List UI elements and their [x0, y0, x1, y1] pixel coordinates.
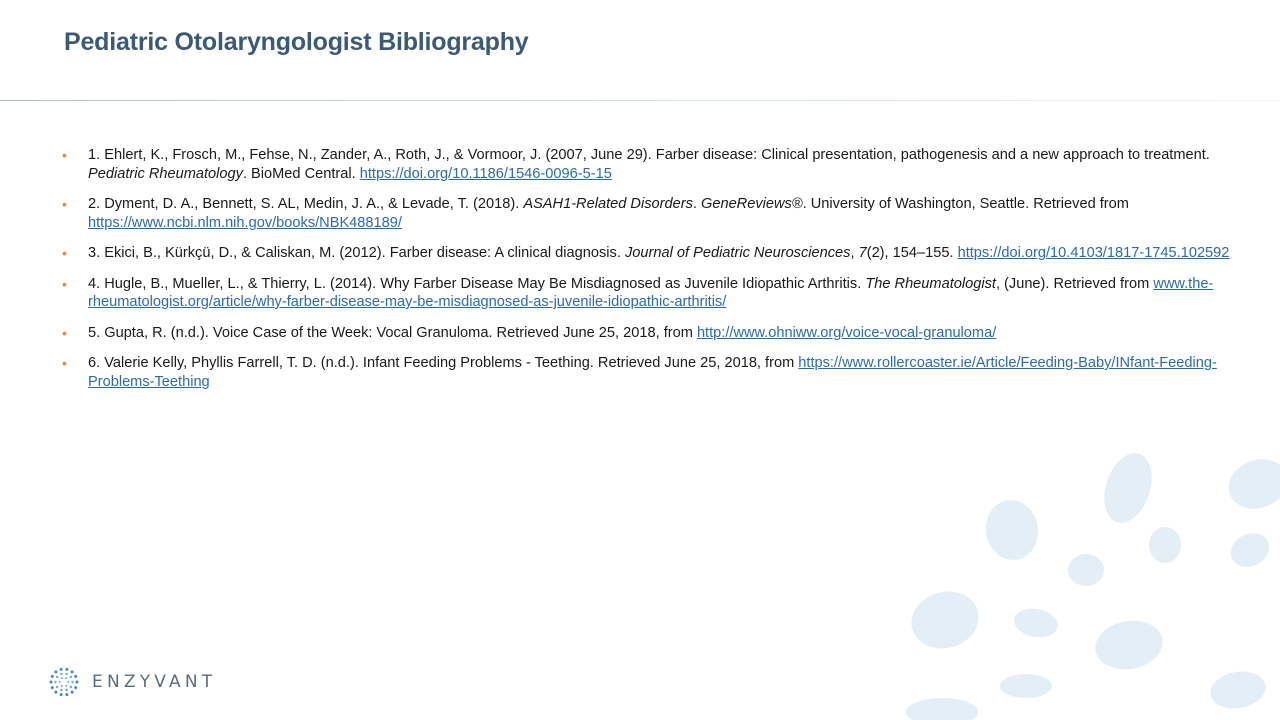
blob-shape — [906, 698, 978, 720]
logo-dot — [51, 686, 54, 689]
bullet-icon: • — [62, 245, 67, 261]
logo-dot — [60, 668, 63, 671]
blob-shape — [905, 584, 985, 656]
logo-dot — [56, 676, 58, 678]
logo-dot — [71, 670, 74, 673]
reference-text: 4. Hugle, B., Mueller, L., & Thierry, L. (2014). Why Farber Disease May Be Misdiagnosed as Juvenile Idiopathic Arthritis. — [88, 275, 866, 292]
reference-text: , — [850, 245, 859, 261]
blob-shape — [1000, 674, 1052, 698]
logo-dot — [59, 681, 61, 683]
reference-link[interactable]: https://www.ncbi.nlm.nih.gov/books/NBK488189/ — [88, 214, 402, 231]
reference-text: . University of Washington, Seattle. Retrieved from — [802, 196, 1129, 212]
reference-text: 3. Ekici, B., Kürkçü, D., & Caliskan, M. (2012). Farber disease: A clinical diagnosis. — [88, 245, 625, 261]
bullet-icon: • — [62, 147, 67, 163]
logo-dot — [68, 681, 70, 683]
reference-text: . — [692, 196, 701, 212]
blob-shape — [1225, 527, 1275, 573]
logo-dot — [65, 685, 67, 687]
reference-text: 6. Valerie Kelly, Phyllis Farrell, T. D. (n.d.). Infant Feeding Problems - Teething. Retrieved June 25, 2018, from — [88, 355, 799, 371]
logo-dot — [60, 673, 62, 675]
logo-dot — [54, 691, 57, 694]
reference-link[interactable]: www.the-rheumatologist.org/article/why-farber-disease-may-be-misdiagnosed-as-juvenile-idiopathic-arthritis/ — [88, 275, 1214, 310]
reference-text: 5. Gupta, R. (n.d.). Voice Case of the Week: Vocal Granuloma. Retrieved June 25, 2018, from — [88, 324, 697, 341]
bullet-icon: • — [62, 275, 67, 292]
reference-link[interactable]: http://www.ohniww.org/voice-vocal-granuloma/ — [696, 324, 997, 341]
logo-dot — [61, 685, 63, 687]
logo-dot — [76, 681, 79, 684]
reference-italic-text: Pediatric Rheumatology — [88, 165, 243, 182]
reference-link[interactable]: https://doi.org/10.1186/1546-0096-5-15 — [359, 165, 612, 182]
reference-text: , (June). Retrieved from — [995, 275, 1154, 292]
logo-dot — [54, 681, 56, 683]
blob-shape — [1091, 615, 1166, 674]
logo-dot — [65, 689, 67, 691]
blob-shape — [1149, 527, 1181, 563]
blob-shape — [1222, 451, 1280, 517]
logo-dot — [65, 673, 67, 675]
logo-dot — [74, 686, 77, 689]
enzyvant-logo-icon — [48, 666, 80, 698]
logo-dot — [70, 676, 72, 678]
slide-title: Pediatric Otolaryngologist Bibliography — [64, 28, 529, 56]
logo-dot — [60, 689, 62, 691]
bullet-icon: • — [62, 196, 67, 212]
logo-dot — [65, 668, 68, 671]
reference-text: . BioMed Central. — [242, 165, 360, 182]
reference-italic-text: ASAH1-Related Disorders — [523, 196, 693, 212]
blob-shape — [1096, 447, 1160, 529]
logo-dot — [61, 677, 63, 679]
logo-dot — [54, 670, 57, 673]
reference-italic-text: GeneReviews® — [700, 196, 803, 212]
reference-text: 1. Ehlert, K., Frosch, M., Fehse, N., Zander, A., Roth, J., & Vormoor, J. (2007, June 29). Farber disease: Clinical presentation, pathogenesis and a new approach to treatment. — [88, 147, 1210, 163]
bullet-icon: • — [62, 355, 67, 371]
reference-text: (2), 154–155. — [866, 245, 958, 261]
reference-text: 2. Dyment, D. A., Bennett, S. AL, Medin, J. A., & Levade, T. (2018). — [88, 196, 524, 212]
logo-dot — [60, 693, 63, 696]
reference-link[interactable]: https://www.rollercoaster.ie/Article/Feeding-Baby/INfant-Feeding-Problems-Teething — [88, 355, 1217, 390]
bullet-icon: • — [62, 324, 67, 341]
reference-italic-text: Journal of Pediatric Neurosciences — [624, 245, 851, 261]
footer-logo — [48, 666, 216, 698]
logo-dot — [71, 681, 73, 683]
logo-dot — [50, 681, 53, 684]
logo-dot — [71, 691, 74, 694]
reference-italic-text: The Rheumatologist — [865, 275, 996, 292]
logo-dot — [74, 675, 77, 678]
logo-dot — [56, 686, 58, 688]
blob-shape — [981, 496, 1043, 564]
logo-text: ENZYVANT — [92, 672, 217, 692]
logo-dot — [51, 675, 54, 678]
blob-shape — [1012, 605, 1060, 640]
reference-italic-text: 7 — [858, 245, 867, 261]
blob-shape — [1207, 667, 1268, 712]
blob-shape — [1068, 554, 1104, 586]
reference-link[interactable]: https://doi.org/10.4103/1817-1745.102592 — [957, 245, 1230, 261]
logo-dot — [70, 686, 72, 688]
logo-dot — [65, 693, 68, 696]
logo-dot — [65, 677, 67, 679]
